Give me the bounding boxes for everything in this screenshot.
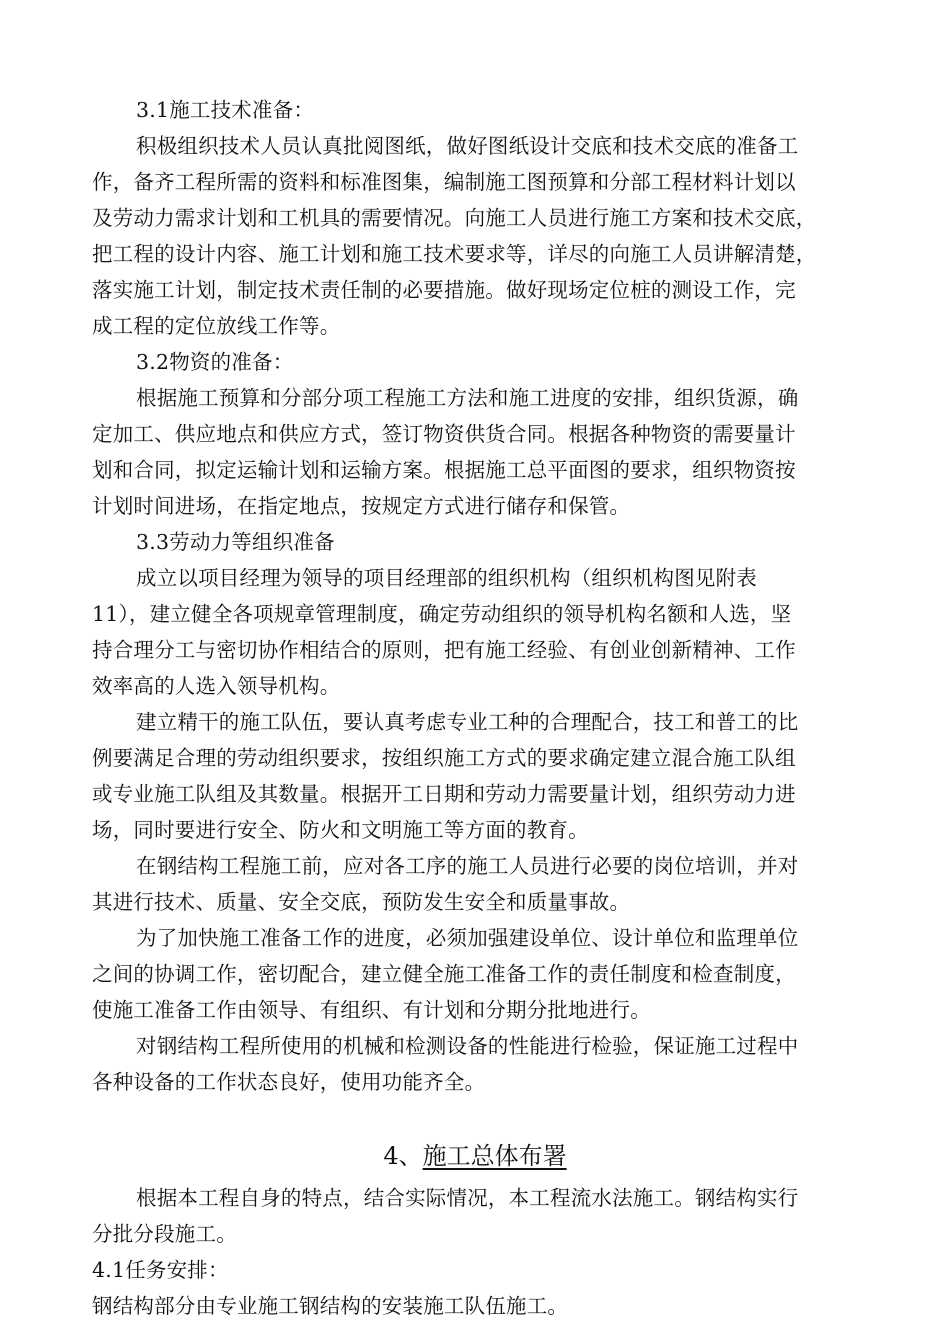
paragraph-line: 成工程的定位放线工作等。 <box>92 314 341 338</box>
paragraph-line: 钢结构部分由专业施工钢结构的安装施工队伍施工。 <box>92 1294 569 1318</box>
subsection-title-3-3: 3.3劳动力等组织准备 <box>136 530 335 554</box>
paragraph-line: 11），建立健全各项规章管理制度，确定劳动组织的领导机构名额和人选，坚 <box>92 602 792 626</box>
paragraph-line: 对钢结构工程所使用的机械和检测设备的性能进行检验，保证施工过程中 <box>136 1034 799 1058</box>
paragraph-line: 积极组织技术人员认真批阅图纸，做好图纸设计交底和技术交底的准备工 <box>136 134 799 158</box>
paragraph-line: 根据本工程自身的特点，结合实际情况，本工程流水法施工。钢结构实行 <box>136 1186 799 1210</box>
subsection-title-3-1: 3.1施工技术准备： <box>136 98 315 122</box>
paragraph-line: 使施工准备工作由领导、有组织、有计划和分期分批地进行。 <box>92 998 651 1022</box>
paragraph-line: 为了加快施工准备工作的进度，必须加强建设单位、设计单位和监理单位 <box>136 926 799 950</box>
paragraph-line: 建立精干的施工队伍，要认真考虑专业工种的合理配合，技工和普工的比 <box>136 710 799 734</box>
paragraph-line: 持合理分工与密切协作相结合的原则，把有施工经验、有创业创新精神、工作 <box>92 638 796 662</box>
paragraph-line: 之间的协调工作，密切配合，建立健全施工准备工作的责任制度和检查制度， <box>92 962 796 986</box>
paragraph-line: 各种设备的工作状态良好，使用功能齐全。 <box>92 1070 486 1094</box>
paragraph-line: 例要满足合理的劳动组织要求，按组织施工方式的要求确定建立混合施工队组 <box>92 746 796 770</box>
paragraph-line: 落实施工计划，制定技术责任制的必要措施。做好现场定位桩的测设工作，完 <box>92 278 796 302</box>
paragraph-line: 作，备齐工程所需的资料和标准图集，编制施工图预算和分部工程材料计划以 <box>92 170 796 194</box>
paragraph-line: 成立以项目经理为领导的项目经理部的组织机构（组织机构图见附表 <box>136 566 757 590</box>
paragraph-line: 根据施工预算和分部分项工程施工方法和施工进度的安排，组织货源，确 <box>136 386 799 410</box>
section-heading-title: 施工总体布署 <box>422 1142 567 1170</box>
paragraph-line: 效率高的人选入领导机构。 <box>92 674 341 698</box>
paragraph-line: 及劳动力需求计划和工机具的需要情况。向施工人员进行施工方案和技术交底， <box>92 206 817 230</box>
paragraph-line: 划和合同，拟定运输计划和运输方案。根据施工总平面图的要求，组织物资按 <box>92 458 796 482</box>
paragraph-line: 在钢结构工程施工前，应对各工序的施工人员进行必要的岗位培训，并对 <box>136 854 799 878</box>
paragraph-line: 场，同时要进行安全、防火和文明施工等方面的教育。 <box>92 818 589 842</box>
subsection-title-4-1: 4.1任务安排： <box>92 1258 229 1282</box>
paragraph-line: 或专业施工队组及其数量。根据开工日期和劳动力需要量计划，组织劳动力进 <box>92 782 796 806</box>
paragraph-line: 分批分段施工。 <box>92 1222 237 1246</box>
paragraph-line: 把工程的设计内容、施工计划和施工技术要求等，详尽的向施工人员讲解清楚， <box>92 242 817 266</box>
paragraph-line: 其进行技术、质量、安全交底，预防发生安全和质量事故。 <box>92 890 631 914</box>
subsection-title-3-2: 3.2物资的准备： <box>136 350 294 374</box>
section-heading-4 <box>0 1142 950 1170</box>
paragraph-line: 计划时间进场，在指定地点，按规定方式进行储存和保管。 <box>92 494 631 518</box>
section-heading-number: 4、 <box>383 1142 423 1170</box>
paragraph-line: 定加工、供应地点和供应方式，签订物资供货合同。根据各种物资的需要量计 <box>92 422 796 446</box>
